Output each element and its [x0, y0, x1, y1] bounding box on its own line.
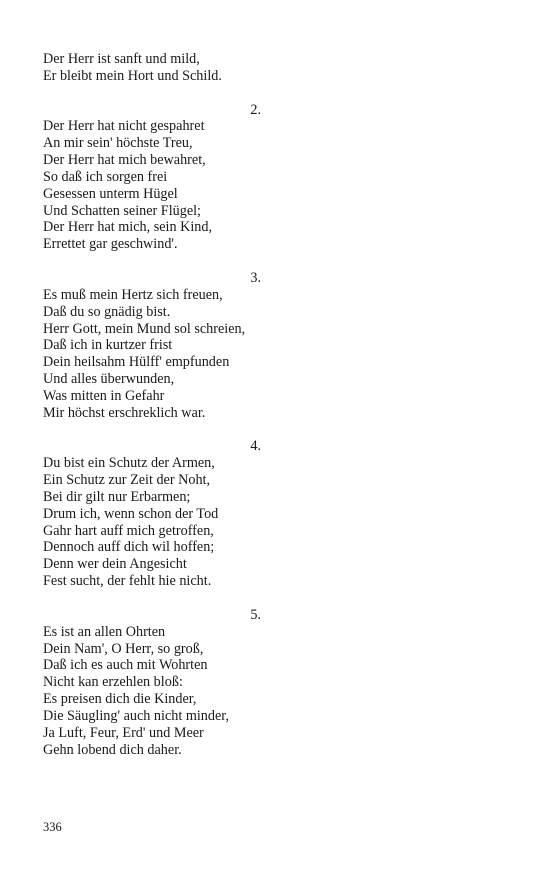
stanza-number: 4. [250, 438, 261, 455]
poem-line: Bei dir gilt nur Erbarmen; [43, 488, 191, 505]
stanza-3 [43, 270, 303, 422]
poem-text [43, 51, 303, 758]
poem-line: Ja Luft, Feur, Erd' und Meer [43, 724, 204, 741]
poem-line: Es ist an allen Ohrten [43, 623, 166, 640]
stanza-number: 2. [250, 101, 261, 118]
poem-line: Dein heilsahm Hülff' empfunden [43, 354, 230, 371]
poem-line: So daß ich sorgen frei [43, 168, 168, 185]
poem-line: Es preisen dich die Kinder, [43, 691, 197, 708]
poem-line: Drum ich, wenn schon der Tod [43, 505, 219, 522]
poem-line: Daß du so gnädig bist. [43, 303, 171, 320]
poem-line: Daß ich es auch mit Wohrten [43, 657, 208, 674]
poem-line: Daß ich in kurtzer frist [43, 337, 173, 354]
poem-line: Gehn lobend dich daher. [43, 741, 182, 758]
poem-line: Der Herr hat mich, sein Kind, [43, 219, 213, 236]
poem-line: Mir höchst erschreklich war. [43, 404, 206, 421]
poem-line: Ein Schutz zur Zeit der Noht, [43, 472, 211, 489]
stanza-number: 5. [250, 606, 261, 623]
poem-line: Gahr hart auff mich getroffen, [43, 522, 214, 539]
poem-line: Die Säugling' auch nicht minder, [43, 707, 229, 724]
poem-line: Dennoch auff dich wil hoffen; [43, 539, 215, 556]
poem-line: Nicht kan erzehlen bloß: [43, 674, 183, 691]
poem-line: Er bleibt mein Hort und Schild. [43, 67, 222, 84]
poem-line: Und alles überwunden, [43, 371, 175, 388]
poem-line: Du bist ein Schutz der Armen, [43, 455, 215, 472]
poem-line: Errettet gar geschwind'. [43, 236, 178, 253]
poem-line: Fest sucht, der fehlt hie nicht. [43, 573, 212, 590]
poem-line: Gesessen unterm Hügel [43, 185, 178, 202]
poem-line: Und Schatten seiner Flügel; [43, 202, 202, 219]
poem-line: An mir sein' höchste Treu, [43, 135, 193, 152]
poem-line: Der Herr ist sanft und mild, [43, 51, 200, 67]
stanza-intro [43, 51, 303, 85]
poem-line: Der Herr hat nicht gespahret [43, 118, 205, 135]
stanza-4 [43, 438, 303, 590]
page-number: 336 [43, 820, 62, 834]
poem-line: Dein Nam', O Herr, so groß, [43, 640, 204, 657]
poem-line: Herr Gott, mein Mund sol schreien, [43, 320, 246, 337]
stanza-number: 3. [250, 269, 261, 286]
poem-line: Der Herr hat mich bewahret, [43, 152, 206, 169]
stanza-2 [43, 102, 303, 254]
poem-line: Es muß mein Hertz sich freuen, [43, 286, 223, 303]
stanza-5 [43, 607, 303, 759]
poem-line: Denn wer dein Angesicht [43, 556, 187, 573]
poem-line: Was mitten in Gefahr [43, 387, 165, 404]
